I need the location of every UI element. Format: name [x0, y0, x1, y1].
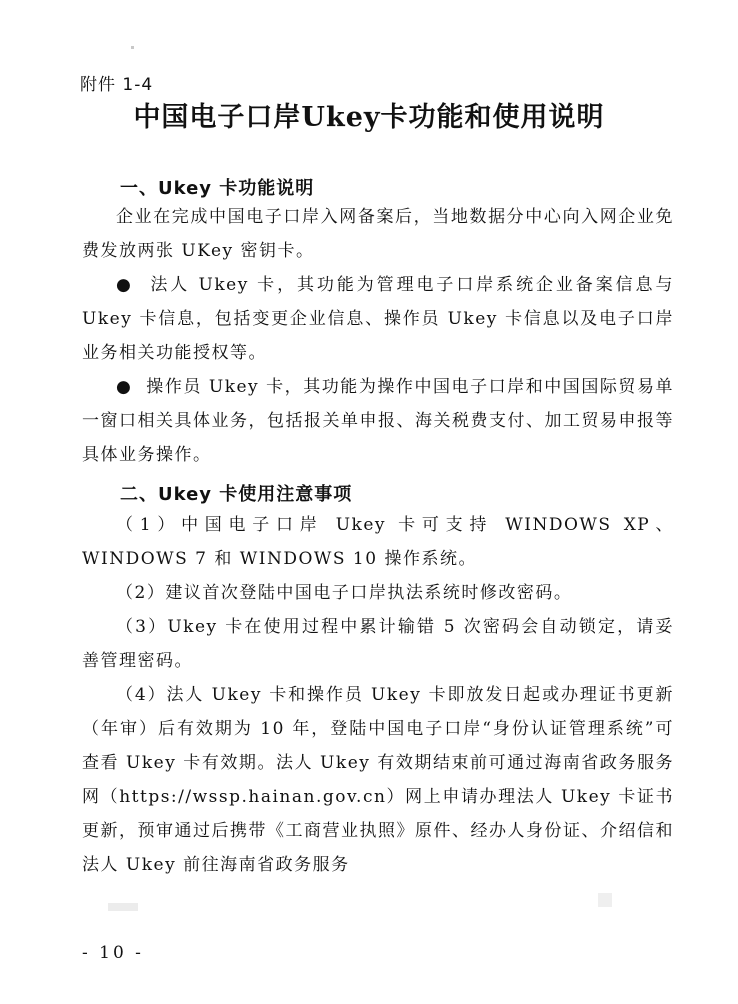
scan-speck: [108, 903, 138, 911]
document-title: 中国电子口岸Ukey卡功能和使用说明: [133, 102, 605, 133]
note-item-1: （1）中国电子口岸 Ukey 卡可支持 WINDOWS XP、WINDOWS 7 和 WINDOWS 10 操作系统。: [82, 515, 674, 569]
scan-speck: [598, 893, 612, 907]
note-item-2: （2）建议首次登陆中国电子口岸执法系统时修改密码。: [116, 583, 573, 603]
bullet-icon: ●: [116, 377, 133, 397]
section-heading-functions: 一、Ukey 卡功能说明: [120, 178, 315, 199]
bullet-legal-ukey: [82, 268, 674, 370]
attachment-label: 附件 1-4: [80, 75, 154, 95]
bullet-operator-ukey: [82, 370, 674, 472]
note-item-3: （3）Ukey 卡在使用过程中累计输错 5 次密码会自动锁定，请妥善管理密码。: [82, 617, 674, 671]
page-number: - 10 -: [82, 943, 144, 963]
bullet-text: 操作员 Ukey 卡，其功能为操作中国电子口岸和中国国际贸易单一窗口相关具体业务，包括报关单申报、海关税费支付、加工贸易申报等具体业务操作。: [82, 377, 675, 465]
scan-speck: [131, 46, 134, 49]
section-heading-notes: 二、Ukey 卡使用注意事项: [120, 484, 353, 505]
intro-paragraph: 企业在完成中国电子口岸入网备案后，当地数据分中心向入网企业免费发放两张 UKey 密钥卡。: [82, 207, 674, 261]
note-item-4: （4）法人 Ukey 卡和操作员 Ukey 卡即放发日起或办理证书更新（年审）后有效期为 10 年，登陆中国电子口岸“身份认证管理系统”可查看 Ukey 卡有效期。法人 Ukey 有效期结束前可通过海南省政务服务网（https://wssp.hainan.gov.cn）网上申请办理法人 Ukey 卡证书更新，预审通过后携带《工商营业执照》原件、经办人身份证、介绍信和法人 Ukey 前往海南省政务服务: [82, 685, 674, 875]
bullet-icon: ●: [116, 275, 134, 295]
bullet-text: 法人 Ukey 卡，其功能为管理电子口岸系统企业备案信息与 Ukey 卡信息，包括变更企业信息、操作员 Ukey 卡信息以及电子口岸业务相关功能授权等。: [82, 275, 674, 363]
